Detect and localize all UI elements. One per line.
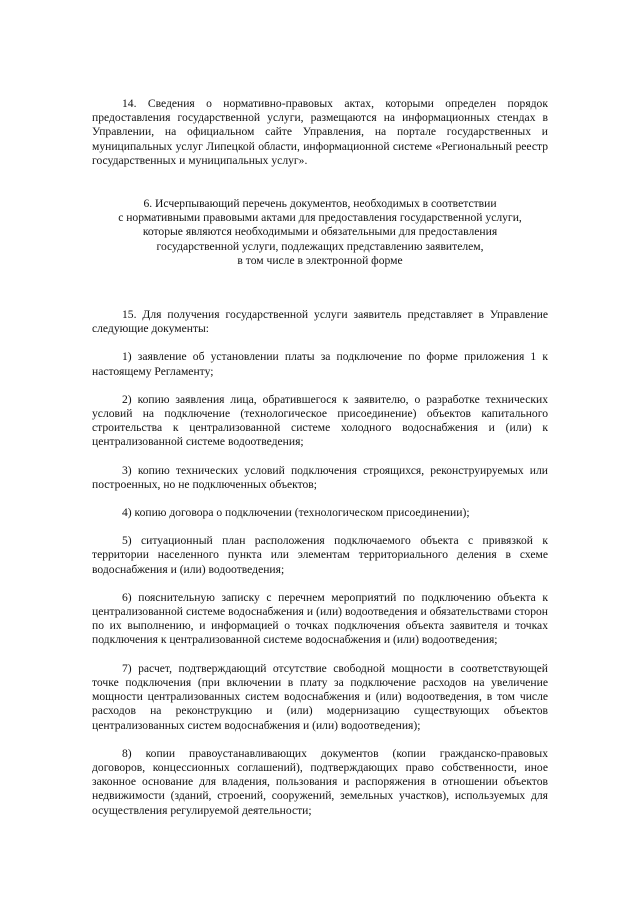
list-item: 5) ситуационный план расположения подключаемого объекта с привязкой к территории населенного пункта или элементам территориального деления в схеме водоснабжения и (или) водоотведения;	[92, 534, 548, 576]
paragraph-14: 14. Сведения о нормативно-правовых актах, которыми определен порядок предоставления государственной услуги, размещаются на информационных стендах в Управлении, на официальном сайте Управления, на портале государственных и муниципальных услуг Липецкой области, информационной системе «Региональный реестр государственных и муниципальных услуг».	[92, 97, 548, 167]
section-heading-line: с нормативными правовыми актами для предоставления государственной услуги,	[118, 211, 522, 225]
list-item: 4) копию договора о подключении (технологическом присоединении);	[122, 506, 470, 520]
section-heading-line: 6. Исчерпывающий перечень документов, необходимых в соответствии	[143, 197, 497, 211]
list-item: 8) копии правоустанавливающих документов (копии гражданско-правовых договоров, концессионных соглашений), подтверждающих право собственности, иное законное основание для владения, пользования и распоряжения в отношении объектов недвижимости (зданий, строений, сооружений, земельных участков), используемых для осуществления регулируемой деятельности;	[92, 746, 548, 817]
section-heading-line: в том числе в электронной форме	[237, 253, 403, 267]
section-heading	[92, 197, 548, 268]
section-heading-line: государственной услуги, подлежащих представлению заявителем,	[156, 239, 484, 253]
list-item: 3) копию технических условий подключения строящихся, реконструируемых или построенных, но не подключенных объектов;	[92, 463, 548, 491]
list-item: 2) копию заявления лица, обратившегося к заявителю, о разработке технических условий на подключение (технологическое присоединение) объектов капитального строительства к централизованной системе холодного водоснабжения и (или) к централизованной системе водоотведения;	[92, 392, 548, 449]
list-item: 1) заявление об установлении платы за подключение по форме приложения 1 к настоящему Регламенту;	[92, 350, 548, 378]
list-item: 7) расчет, подтверждающий отсутствие свободной мощности в соответствующей точке подключения (при включении в плату за подключение расходов на увеличение мощности централизованных систем водоснабжения и (или) водоотведения, в том числе расходов на реконструкцию и (или) модернизацию существующих объектов централизованных систем водоснабжения и (или) водоотведения);	[92, 661, 548, 732]
paragraph-15: 15. Для получения государственной услуги заявитель представляет в Управление следующие документы:	[92, 308, 548, 336]
list-item: 6) пояснительную записку с перечнем мероприятий по подключению объекта к централизованной системе водоснабжения и (или) водоотведения и обязательствами сторон по их выполнению, и информацией о точках подключения объекта заявителя и точках подключения к централизованной системе водоснабжения и (или) водоотведения;	[92, 590, 548, 647]
section-heading-line: которые являются необходимыми и обязательными для предоставления	[142, 225, 498, 239]
